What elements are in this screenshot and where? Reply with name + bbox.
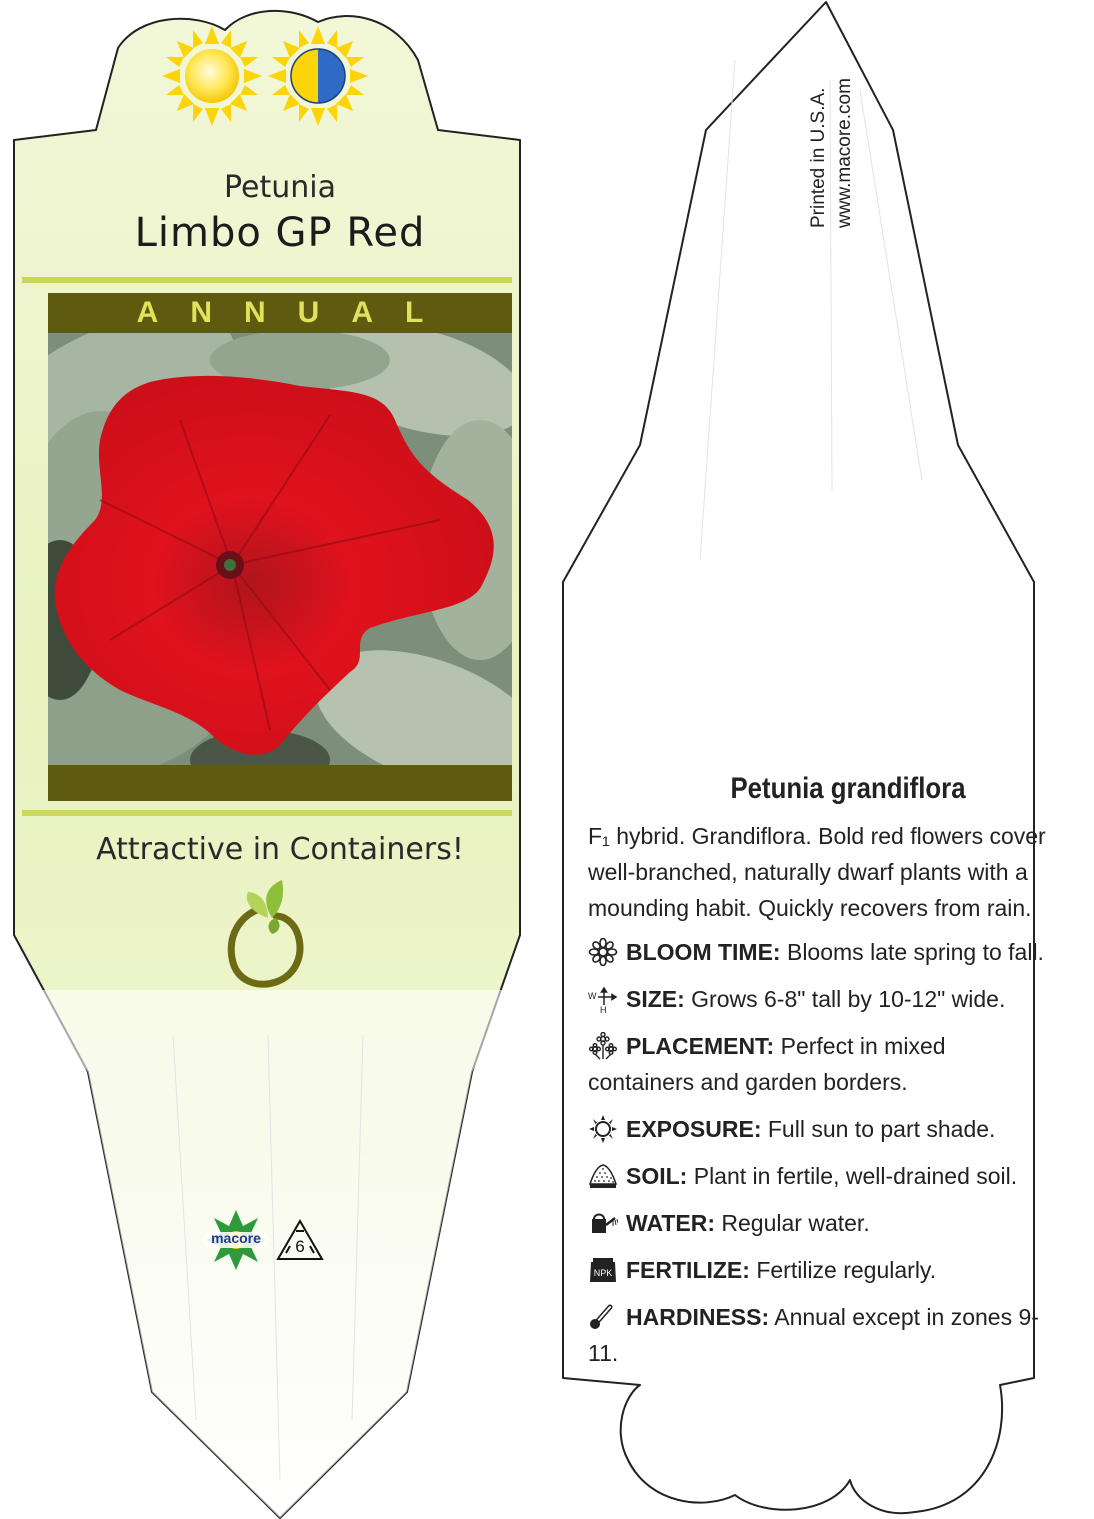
- hardiness-value: Annual except in zones 9-11.: [588, 1304, 1039, 1366]
- thermometer-icon: [588, 1303, 618, 1331]
- exposure-value: Full sun to part shade.: [767, 1116, 996, 1142]
- part-shade-icon: [268, 26, 368, 126]
- plant-description: F₁ hybrid. Grandiflora. Bold red flowers cover well-branched, naturally dwarf plants with a mounding habit. Quickly recovers from rain.: [588, 823, 1046, 921]
- size-arrows-icon: [588, 985, 618, 1013]
- variety-name: Limbo GP Red: [134, 210, 426, 256]
- bloom-time-value: Blooms late spring to fall.: [786, 939, 1044, 965]
- fertilizer-bag-icon: [588, 1256, 618, 1284]
- hardiness-label: HARDINESS:: [626, 1304, 770, 1330]
- fertilize-value: Fertilize regularly.: [756, 1257, 937, 1283]
- fertilize-label: FERTILIZE:: [626, 1257, 750, 1283]
- placement-value: Perfect in mixed containers and garden borders.: [588, 1033, 946, 1095]
- watering-can-icon: [588, 1209, 618, 1237]
- soil-value: Plant in fertile, well-drained soil.: [693, 1163, 1018, 1189]
- bloom-time-label: BLOOM TIME:: [626, 939, 781, 965]
- water-label: WATER:: [626, 1210, 716, 1236]
- water-value: Regular water.: [721, 1210, 870, 1236]
- exposure-label: EXPOSURE:: [626, 1116, 762, 1142]
- care-info: [588, 772, 1058, 1382]
- placement-label: PLACEMENT:: [626, 1033, 775, 1059]
- care-hardiness: [588, 1299, 1058, 1371]
- care-size: [588, 981, 1058, 1017]
- printed-in-text: Printed in U.S.A.: [808, 87, 829, 228]
- accent-line-top: [22, 277, 512, 283]
- sun-outline-icon: [588, 1115, 618, 1143]
- svg-text:NPK: NPK: [593, 1268, 613, 1278]
- soil-mound-icon: [588, 1162, 618, 1190]
- printer-info: [806, 28, 858, 228]
- size-value: Grows 6-8" tall by 10-12" wide.: [691, 986, 1006, 1012]
- care-fertilize: [588, 1252, 1058, 1288]
- svg-text:H: H: [600, 1005, 607, 1013]
- brand-name: macore: [211, 1230, 261, 1246]
- scientific-name: Petunia grandiflora: [730, 772, 966, 805]
- full-sun-icon: [162, 26, 262, 126]
- flower-photo: [0, 287, 560, 817]
- size-label: SIZE:: [626, 986, 685, 1012]
- flower-icon: [588, 938, 618, 966]
- care-water: [588, 1205, 1058, 1241]
- bottom-band: [48, 765, 512, 801]
- accent-line-bottom: [22, 810, 512, 816]
- common-name: Petunia: [224, 170, 336, 205]
- care-bloom-time: [588, 934, 1058, 970]
- flowers-cluster-icon: [588, 1032, 618, 1060]
- care-exposure: [588, 1111, 1058, 1147]
- soil-label: SOIL:: [626, 1163, 688, 1189]
- care-placement: [588, 1028, 1058, 1100]
- website-text: www.macore.com: [834, 78, 855, 228]
- care-soil: [588, 1158, 1058, 1194]
- svg-text:W: W: [588, 991, 597, 1001]
- plant-category: ANNUAL: [136, 296, 456, 329]
- tagline: Attractive in Containers!: [96, 832, 464, 867]
- recycle-code: 6: [295, 1237, 305, 1256]
